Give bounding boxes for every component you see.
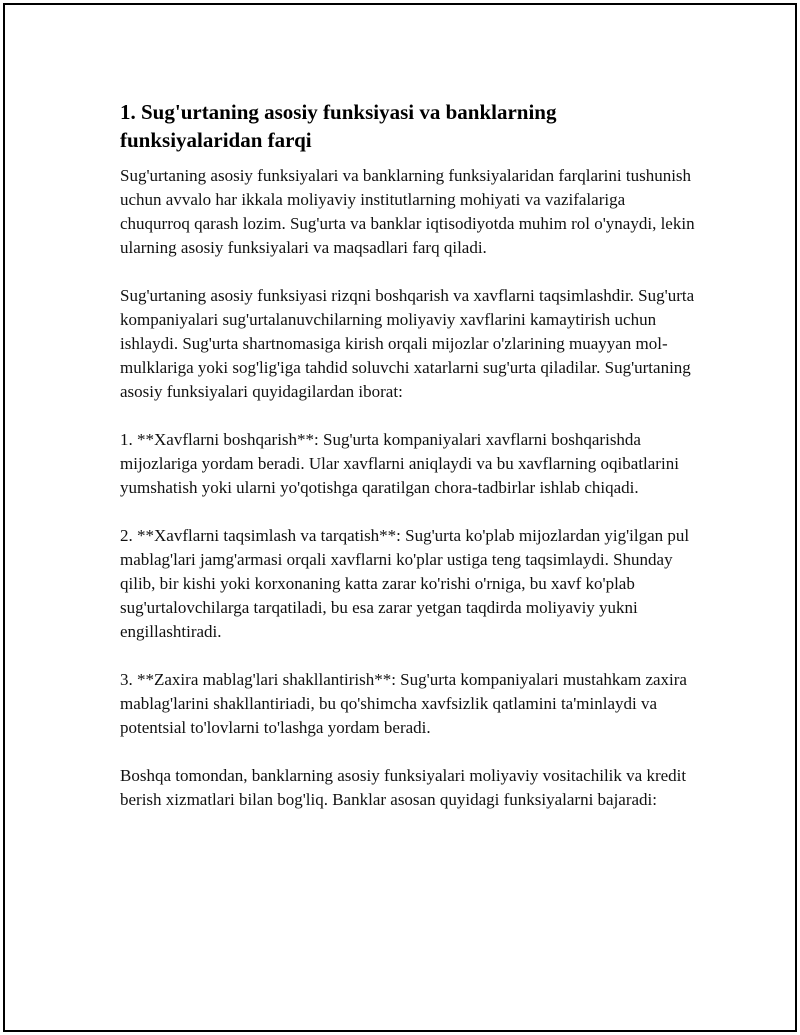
page-frame	[3, 3, 797, 1032]
paragraph-insurance-function: Sug'urtaning asosiy funksiyasi rizqni boshqarish va xavflarni taqsimlashdir. Sug'urta kompaniyalari sug'urtalanuvchilarning moliyaviy xavflarini kamaytirish uchun ishlaydi. Sug'urta shartnomasiga kirish orqali mijozlar o'zlarining muayyan mol-mulklariga yoki sog'lig'iga tahdid soluvchi xatarlarni sug'urta qiladilar. Sug'urtaning asosiy funksiyalari quyidagilardan iborat:	[120, 286, 695, 401]
document-body	[120, 98, 695, 836]
paragraph-intro: Sug'urtaning asosiy funksiyalari va banklarning funksiyalaridan farqlarini tushunish uchun avvalo har ikkala moliyaviy institutlarning mohiyati va vazifalariga chuqurroq qarash lozim. Sug'urta va banklar iqtisodiyotda muhim rol o'ynaydi, lekin ularning asosiy funksiyalari va maqsadlari farq qiladi.	[120, 166, 695, 257]
section-heading: 1. Sug'urtaning asosiy funksiyasi va banklarning funksiyalaridan farqi	[120, 100, 557, 152]
list-item-risk-distribution: 2. **Xavflarni taqsimlash va tarqatish**: Sug'urta ko'plab mijozlardan yig'ilgan pul mablag'lari jamg'armasi orqali xavflarni ko'plar ustiga teng taqsimlaydi. Shunday qilib, bir kishi yoki korxonaning katta zarar ko'rishi o'rniga, bu xavf ko'plab sug'urtalovchilarga tarqatiladi, bu esa zarar yetgan taqdirda moliyaviy yukni engillashtiradi.	[120, 526, 690, 641]
list-item-risk-management: 1. **Xavflarni boshqarish**: Sug'urta kompaniyalari xavflarni boshqarishda mijozlariga yordam beradi. Ular xavflarni aniqlaydi va bu xavflarning oqibatlarini yumshatish yoki ularni yo'qotishga qaratilgan chora-tadbirlar ishlab chiqadi.	[120, 430, 679, 497]
paragraph-bank-functions: Boshqa tomondan, banklarning asosiy funksiyalari moliyaviy vositachilik va kredit berish xizmatlari bilan bog'liq. Banklar asosan quyidagi funksiyalarni bajaradi:	[120, 766, 687, 809]
list-item-reserve-funds: 3. **Zaxira mablag'lari shakllantirish**: Sug'urta kompaniyalari mustahkam zaxira mablag'larini shakllantiriadi, bu qo'shimcha xavfsizlik qatlamini ta'minlaydi va potentsial to'lovlarni to'lashga yordam beradi.	[120, 670, 687, 737]
